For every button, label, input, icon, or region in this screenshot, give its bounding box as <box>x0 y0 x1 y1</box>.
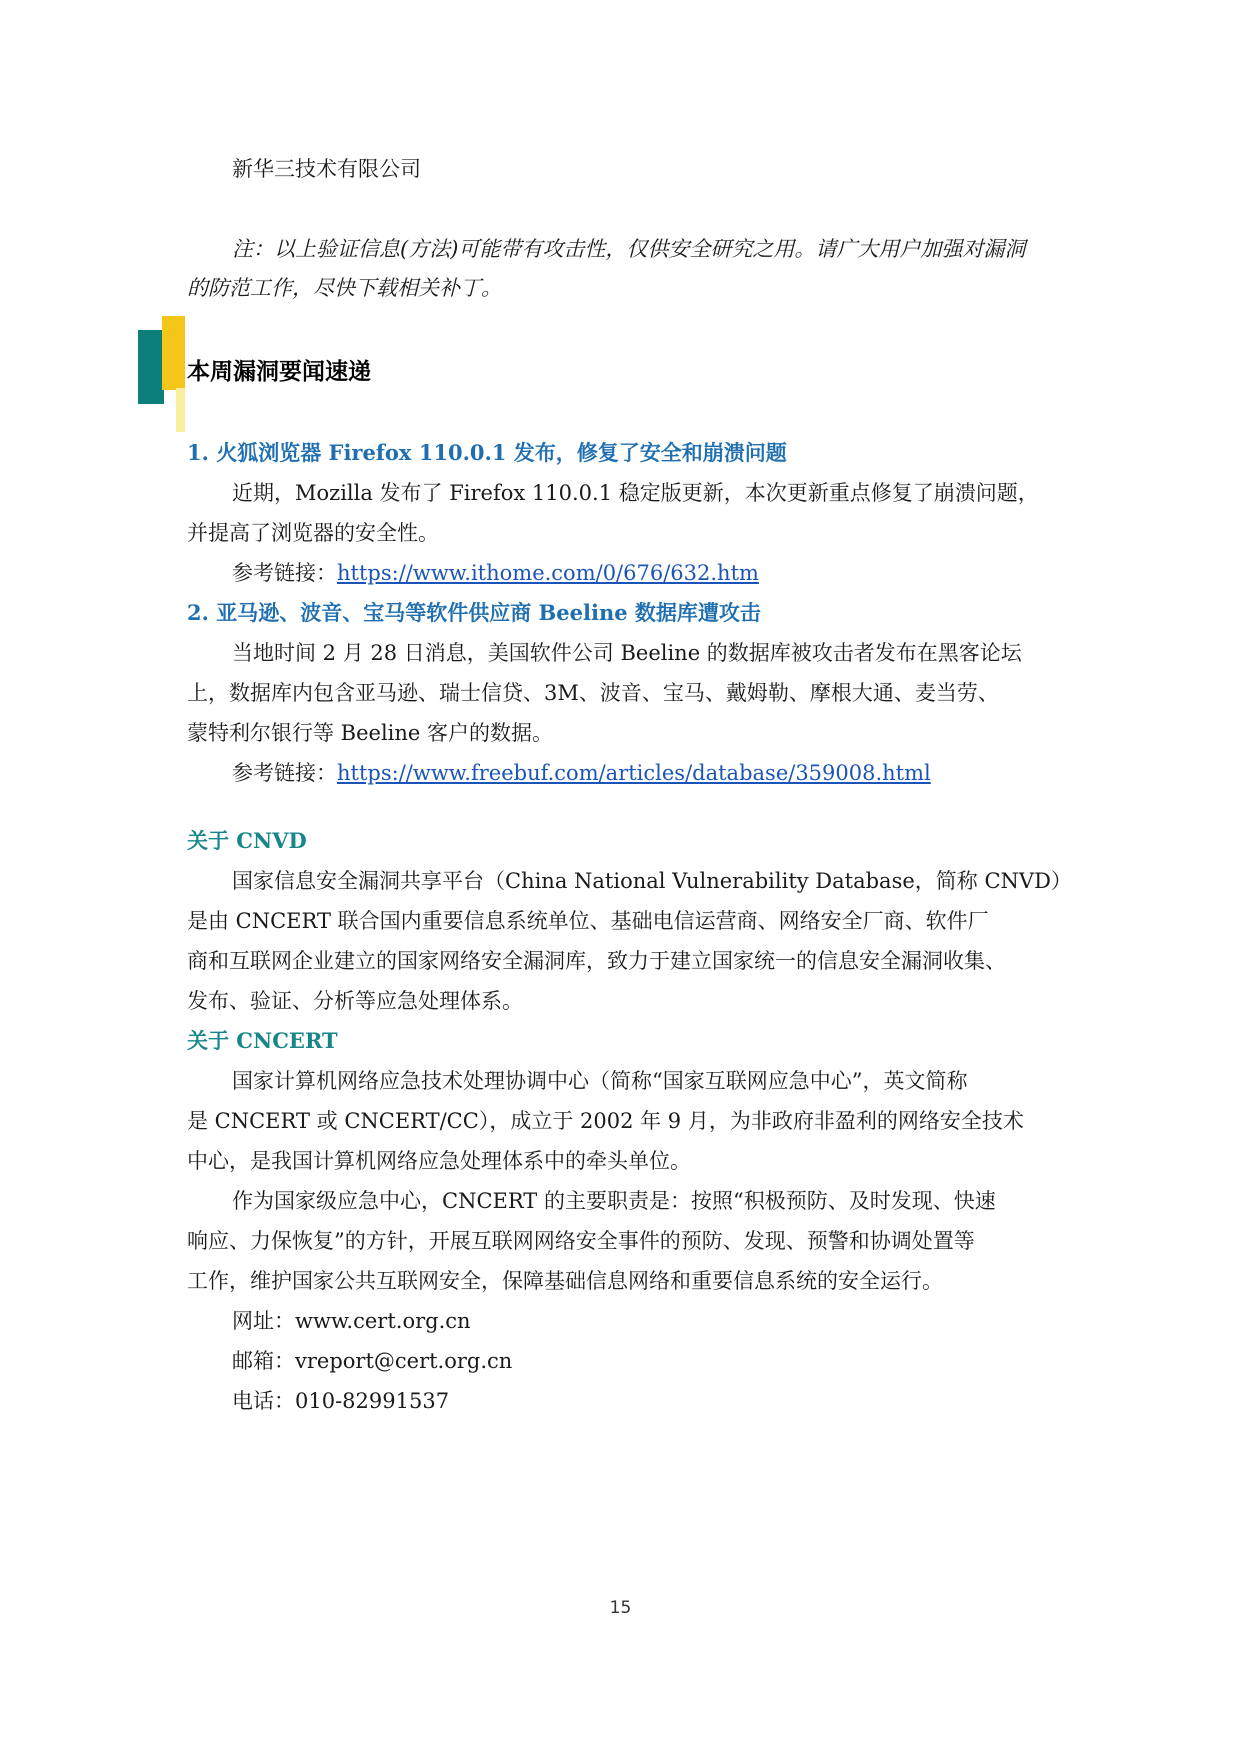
section-marker-light-bar <box>176 388 185 432</box>
about-cncert-p1-line-3: 中心，是我国计算机网络应急处理体系中的牵头单位。 <box>187 1149 691 1173</box>
contact-website: 网址：www.cert.org.cn <box>232 1309 471 1333</box>
contact-phone: 电话：010-82991537 <box>232 1389 450 1413</box>
section-marker-teal-bar <box>138 330 164 404</box>
news-2-body-line-1: 当地时间 2 月 28 日消息，美国软件公司 Beeline 的数据库被攻击者发布在黑客论坛 <box>232 641 1022 665</box>
contact-email: 邮箱：vreport@cert.org.cn <box>232 1349 513 1373</box>
about-cnvd-line-2: 是由 CNCERT 联合国内重要信息系统单位、基础电信运营商、网络安全厂商、软件厂 <box>187 909 989 933</box>
company-name: 新华三技术有限公司 <box>232 157 421 181</box>
about-cncert-p2-line-1: 作为国家级应急中心，CNCERT 的主要职责是：按照“积极预防、及时发现、快速 <box>232 1189 996 1213</box>
news-1-body-line-2: 并提高了浏览器的安全性。 <box>187 521 439 545</box>
news-1-reference <box>232 558 759 588</box>
section-marker-yellow-bar <box>162 316 185 390</box>
about-cncert-heading: 关于 CNCERT <box>187 1028 338 1053</box>
about-cncert-p1-line-2: 是 CNCERT 或 CNCERT/CC），成立于 2002 年 9 月，为非政府非盈利的网络安全技术 <box>187 1109 1024 1133</box>
news-1-ref-label: 参考链接： <box>232 561 337 585</box>
news-2-ref-link[interactable]: https://www.freebuf.com/articles/database/359008.html <box>337 761 931 785</box>
about-cnvd-line-3: 商和互联网企业建立的国家网络安全漏洞库，致力于建立国家统一的信息安全漏洞收集、 <box>187 949 1006 973</box>
news-2-body-line-3: 蒙特利尔银行等 Beeline 客户的数据。 <box>187 721 554 745</box>
news-2-reference <box>232 758 931 788</box>
note-line-1: 注：以上验证信息(方法)可能带有攻击性，仅供安全研究之用。请广大用户加强对漏洞 <box>232 237 1026 261</box>
about-cnvd-line-4: 发布、验证、分析等应急处理体系。 <box>187 989 523 1013</box>
about-cnvd-heading: 关于 CNVD <box>187 828 307 853</box>
news-1-body-line-1: 近期，Mozilla 发布了 Firefox 110.0.1 稳定版更新，本次更新重点修复了崩溃问题， <box>232 481 1039 505</box>
news-2-heading: 2. 亚马逊、波音、宝马等软件供应商 Beeline 数据库遭攻击 <box>187 600 761 625</box>
news-2-ref-label: 参考链接： <box>232 761 337 785</box>
about-cncert-p2-line-3: 工作，维护国家公共互联网安全，保障基础信息网络和重要信息系统的安全运行。 <box>187 1269 943 1293</box>
about-cncert-p1-line-1: 国家计算机网络应急技术处理协调中心（简称“国家互联网应急中心”，英文简称 <box>232 1069 968 1093</box>
news-1-heading: 1. 火狐浏览器 Firefox 110.0.1 发布，修复了安全和崩溃问题 <box>187 440 787 465</box>
about-cncert-p2-line-2: 响应、力保恢复”的方针，开展互联网网络安全事件的预防、发现、预警和协调处置等 <box>187 1229 975 1253</box>
page-number: 15 <box>609 1598 632 1618</box>
news-2-body-line-2: 上，数据库内包含亚马逊、瑞士信贷、3M、波音、宝马、戴姆勒、摩根大通、麦当劳、 <box>187 681 999 705</box>
about-cnvd-line-1: 国家信息安全漏洞共享平台（China National Vulnerability Database，简称 CNVD） <box>232 869 1072 893</box>
note-line-2: 的防范工作，尽快下载相关补丁。 <box>187 276 502 300</box>
news-1-ref-link[interactable]: https://www.ithome.com/0/676/632.htm <box>337 561 759 585</box>
section-title: 本周漏洞要闻速递 <box>187 359 371 385</box>
